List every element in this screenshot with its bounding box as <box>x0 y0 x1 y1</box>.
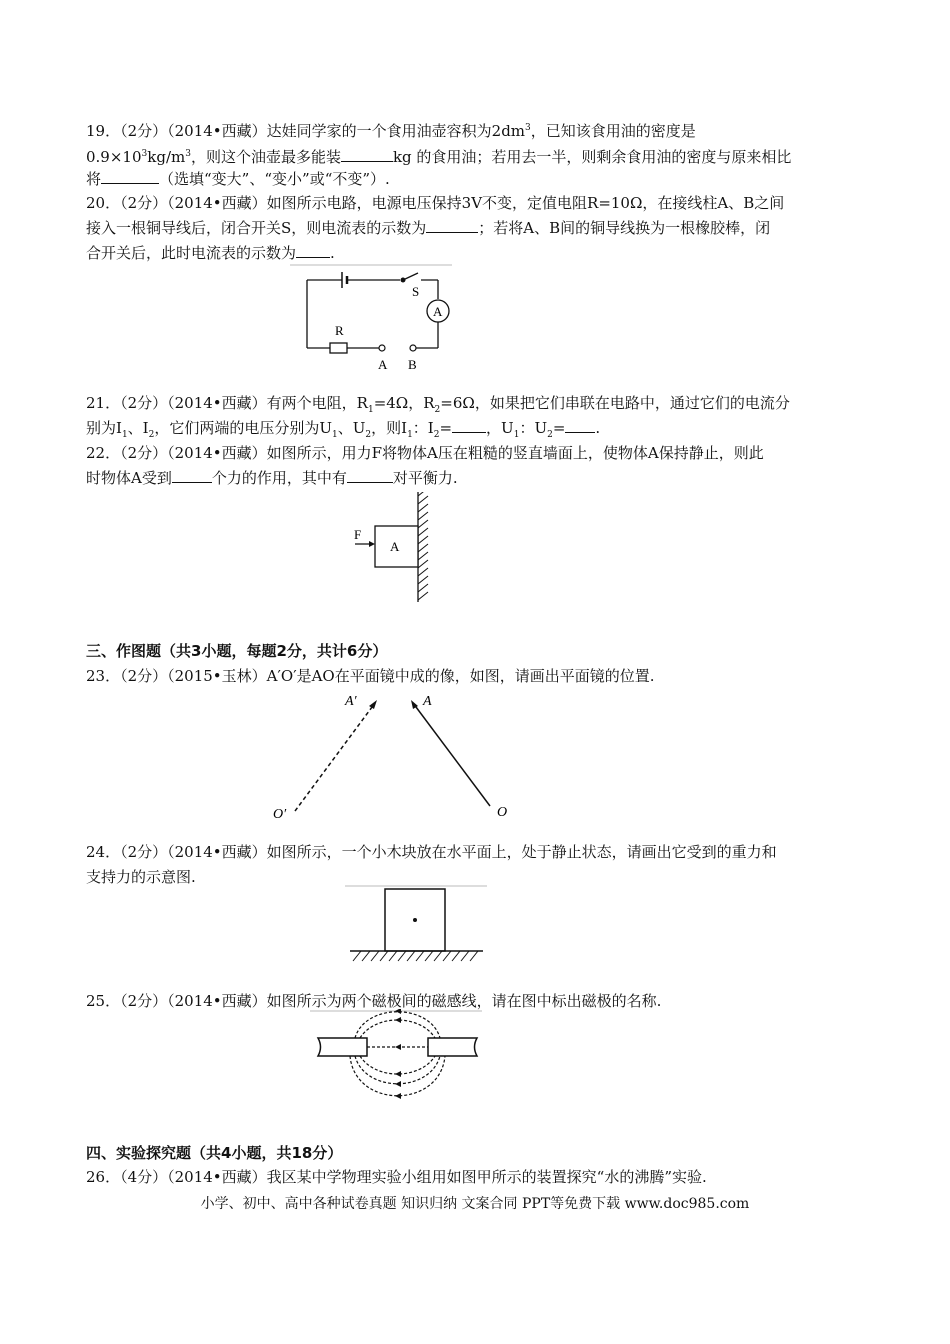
switch-label: S <box>412 284 420 299</box>
answer-blank <box>296 243 330 258</box>
q23-line1: 23．（2分）（2015•玉林）A′O′是AO在平面镜中成的像，如图，请画出平面镜的位置. <box>86 667 655 685</box>
answer-blank <box>172 468 212 483</box>
section-title: 四、实验探究题（共4小题，共18分） <box>86 1144 343 1162</box>
arrow-icon <box>395 1044 401 1050</box>
center-dot <box>413 918 417 922</box>
mirror-image-diagram <box>265 688 525 823</box>
arrow-icon <box>395 1071 401 1077</box>
terminal-a-label: A <box>378 357 388 372</box>
arrow-icon <box>395 1017 401 1023</box>
q19-line2: $0.9\times 10^3kg/m^3$，则这个油壶最多能装 kg 的食用油；若用去一半，则剩余食用油的密度与原来相比 <box>86 148 792 166</box>
terminal-a-icon <box>379 345 385 351</box>
label-a: A <box>423 694 432 709</box>
answer-blank <box>347 468 393 483</box>
q20-line3: 合开关后，此时电流表的示数为 . <box>86 244 335 262</box>
arrow-icon <box>395 1081 401 1087</box>
circuit-diagram <box>290 263 460 375</box>
answer-blank <box>101 169 159 184</box>
q20-line2: 接入一根铜导线后，闭合开关S，则电流表的示数为 ；若将A、B间的铜导线换为一根橡胶棒，闭 <box>86 219 771 237</box>
q24-line1: 24．（2分）（2014•西藏）如图所示，一个小木块放在水平面上，处于静止状态，请画出它受到的重力和 <box>86 843 777 861</box>
q22-line1: 22．（2分）（2014•西藏）如图所示，用力F将物体A压在粗糙的竖直墙面上，使物体A保持静止，则此 <box>86 444 764 462</box>
terminal-b-icon <box>410 345 416 351</box>
magnetic-field-diagram <box>310 1009 485 1117</box>
q19-line1: 19．（2分）（2014•西藏）达娃同学家的一个食用油壶容积为$2dm^3$，已知该食用油的密度是 <box>86 122 696 140</box>
q25-line1: 25．（2分）（2014•西藏）如图所示为两个磁极间的磁感线，请在图中标出磁极的名称. <box>86 992 662 1010</box>
answer-blank <box>452 418 486 433</box>
label-o: O <box>497 805 508 820</box>
terminal-b-label: B <box>408 357 417 372</box>
q21-line2: 别为$I_1$、$I_2$，它们两端的电压分别为$U_1$、$U_2$，则$I_1$：$I_2=$ ，$U_1$：$U_2=$ . <box>86 419 601 440</box>
force-wall-diagram <box>350 492 440 604</box>
arrow-icon <box>369 700 377 709</box>
ammeter-label: A <box>433 304 443 319</box>
arrow-icon <box>395 1093 401 1099</box>
resistor-icon <box>330 343 347 353</box>
q19-line3: 将 （选填“变大”、“变小”或“不变”）. <box>86 170 390 188</box>
q21-line1: 21．（2分）（2014•西藏）有两个电阻，$R_1=4\Omega$，$R_2=6\Omega$，如果把它们串联在电路中，通过它们的电流分 <box>86 394 790 415</box>
label-a-prime: A′ <box>345 694 357 709</box>
block-label: A <box>390 539 400 554</box>
resistor-label: R <box>335 323 344 338</box>
q26-line1: 26．（4分）（2014•西藏）我区某中学物理实验小组用如图甲所示的装置探究“水的沸腾”实验. <box>86 1168 707 1186</box>
section-title: 三、作图题（共3小题，每题2分，共计6分） <box>86 642 388 660</box>
right-magnet <box>428 1038 477 1056</box>
label-o-prime: O′ <box>273 807 287 822</box>
answer-blank <box>565 418 595 433</box>
answer-blank <box>341 147 393 162</box>
block-on-floor-diagram <box>345 884 490 969</box>
q24-line2: 支持力的示意图. <box>86 868 196 886</box>
q20-line1: 20．（2分）（2014•西藏）如图所示电路，电源电压保持3V不变，定值电阻R=10Ω，在接线柱A、B之间 <box>86 194 785 212</box>
page-footer: 小学、初中、高中各种试卷真题 知识归纳 文案合同 PPT等免费下载 www.doc985.com <box>200 1196 750 1212</box>
left-magnet <box>318 1038 367 1056</box>
answer-blank <box>426 218 478 233</box>
arrow-icon <box>369 541 375 547</box>
force-label: F <box>354 527 362 542</box>
q22-line2: 时物体A受到 个力的作用，其中有 对平衡力. <box>86 469 458 487</box>
